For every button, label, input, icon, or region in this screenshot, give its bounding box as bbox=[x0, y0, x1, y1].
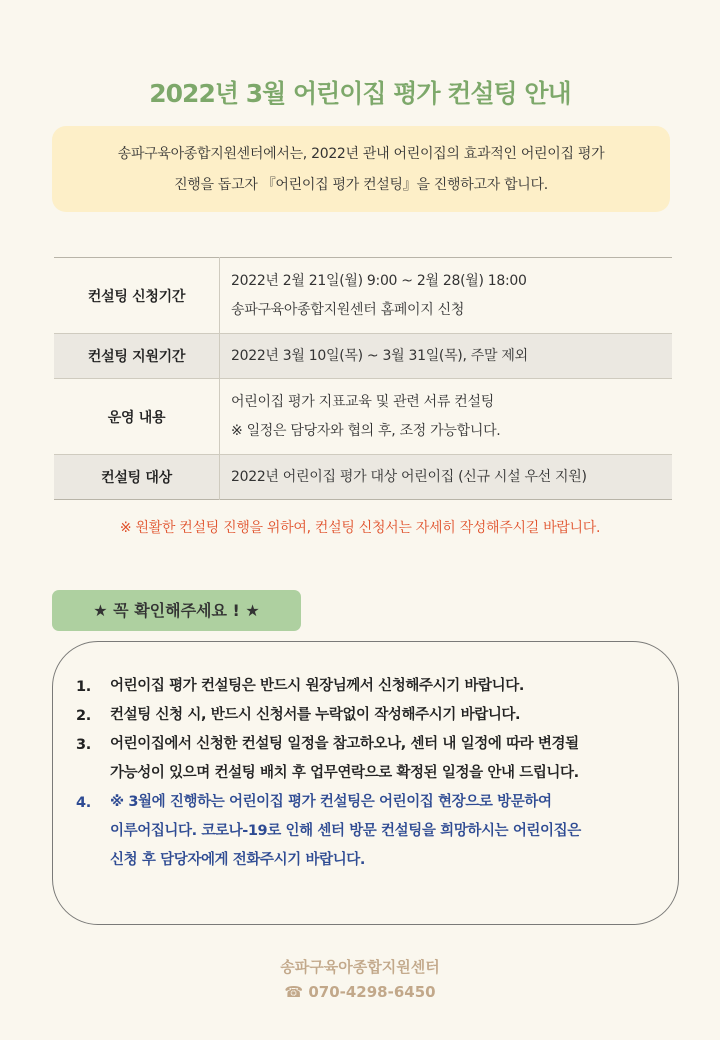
row-value-line: ※ 일정은 담당자와 협의 후, 조정 가능합니다. bbox=[231, 422, 501, 439]
row-label: 컨설팅 신청기간 bbox=[54, 258, 220, 334]
row-label: 운영 내용 bbox=[54, 379, 220, 455]
row-value-line: 2022년 2월 21일(월) 9:00 ~ 2월 28(월) 18:00 bbox=[231, 272, 527, 289]
phone-icon: ☎ bbox=[284, 983, 304, 1001]
list-item-text: 이루어집니다. 코로나-19로 인해 센터 방문 컨설팅을 희망하시는 어린이집은 bbox=[110, 823, 581, 839]
check-list bbox=[76, 672, 666, 875]
row-value-line: 2022년 3월 10일(목) ~ 3월 31일(목), 주말 제외 bbox=[231, 347, 528, 364]
row-value-line: 2022년 어린이집 평가 대상 어린이집 (신규 시설 우선 지원) bbox=[231, 468, 587, 485]
list-item-text: 어린이집에서 신청한 컨설팅 일정을 참고하오나, 센터 내 일정에 따라 변경될 bbox=[110, 736, 579, 752]
table-row bbox=[54, 334, 672, 379]
phone-number: 070-4298-6450 bbox=[308, 983, 436, 1001]
check-heading-badge: ★ 꼭 확인해주세요 ! ★ bbox=[52, 590, 301, 631]
intro-line: 진행을 돕고자 『어린이집 평가 컨설팅』을 진행하고자 합니다. bbox=[174, 177, 548, 193]
row-value-line: 송파구육아종합지원센터 홈페이지 신청 bbox=[231, 301, 465, 318]
list-item-text: 가능성이 있으며 컨설팅 배치 후 업무연락으로 확정된 일정을 안내 드립니다. bbox=[110, 765, 579, 781]
notice-text: ※ 원활한 컨설팅 진행을 위하여, 컨설팅 신청서는 자세히 작성해주시길 바랍니다. bbox=[119, 520, 601, 536]
row-label: 컨설팅 지원기간 bbox=[54, 334, 220, 379]
info-table bbox=[54, 257, 672, 500]
list-item-highlight bbox=[76, 788, 666, 875]
list-item-number: 1. bbox=[76, 679, 91, 695]
list-item-text: 신청 후 담당자에게 전화주시기 바랍니다. bbox=[110, 852, 366, 868]
table-row bbox=[54, 455, 672, 500]
list-item bbox=[76, 701, 666, 730]
intro-box bbox=[52, 126, 670, 212]
intro-line: 송파구육아종합지원센터에서는, 2022년 관내 어린이집의 효과적인 어린이집 평가 bbox=[117, 146, 605, 162]
page-title: 2022년 3월 어린이집 평가 컨설팅 안내 bbox=[149, 79, 571, 108]
row-value bbox=[220, 379, 673, 455]
table-row bbox=[54, 379, 672, 455]
list-item bbox=[76, 730, 666, 788]
row-value bbox=[220, 258, 673, 334]
list-item-number: 2. bbox=[76, 708, 91, 724]
row-value-line: 어린이집 평가 지표교육 및 관련 서류 컨설팅 bbox=[231, 393, 494, 410]
list-item-text: 어린이집 평가 컨설팅은 반드시 원장님께서 신청해주시기 바랍니다. bbox=[110, 678, 524, 694]
list-item-text: 컨설팅 신청 시, 반드시 신청서를 누락없이 작성해주시기 바랍니다. bbox=[110, 707, 521, 723]
list-item bbox=[76, 672, 666, 701]
list-item-text: ※ 3월에 진행하는 어린이집 평가 컨설팅은 어린이집 현장으로 방문하여 bbox=[110, 794, 552, 810]
list-item-number: 3. bbox=[76, 737, 91, 753]
row-value bbox=[220, 455, 673, 500]
row-label: 컨설팅 대상 bbox=[54, 455, 220, 500]
footer-org-name: 송파구육아종합지원센터 bbox=[280, 958, 440, 976]
table-row bbox=[54, 258, 672, 334]
row-value bbox=[220, 334, 673, 379]
footer-phone bbox=[0, 983, 720, 1001]
list-item-number: 4. bbox=[76, 795, 91, 811]
